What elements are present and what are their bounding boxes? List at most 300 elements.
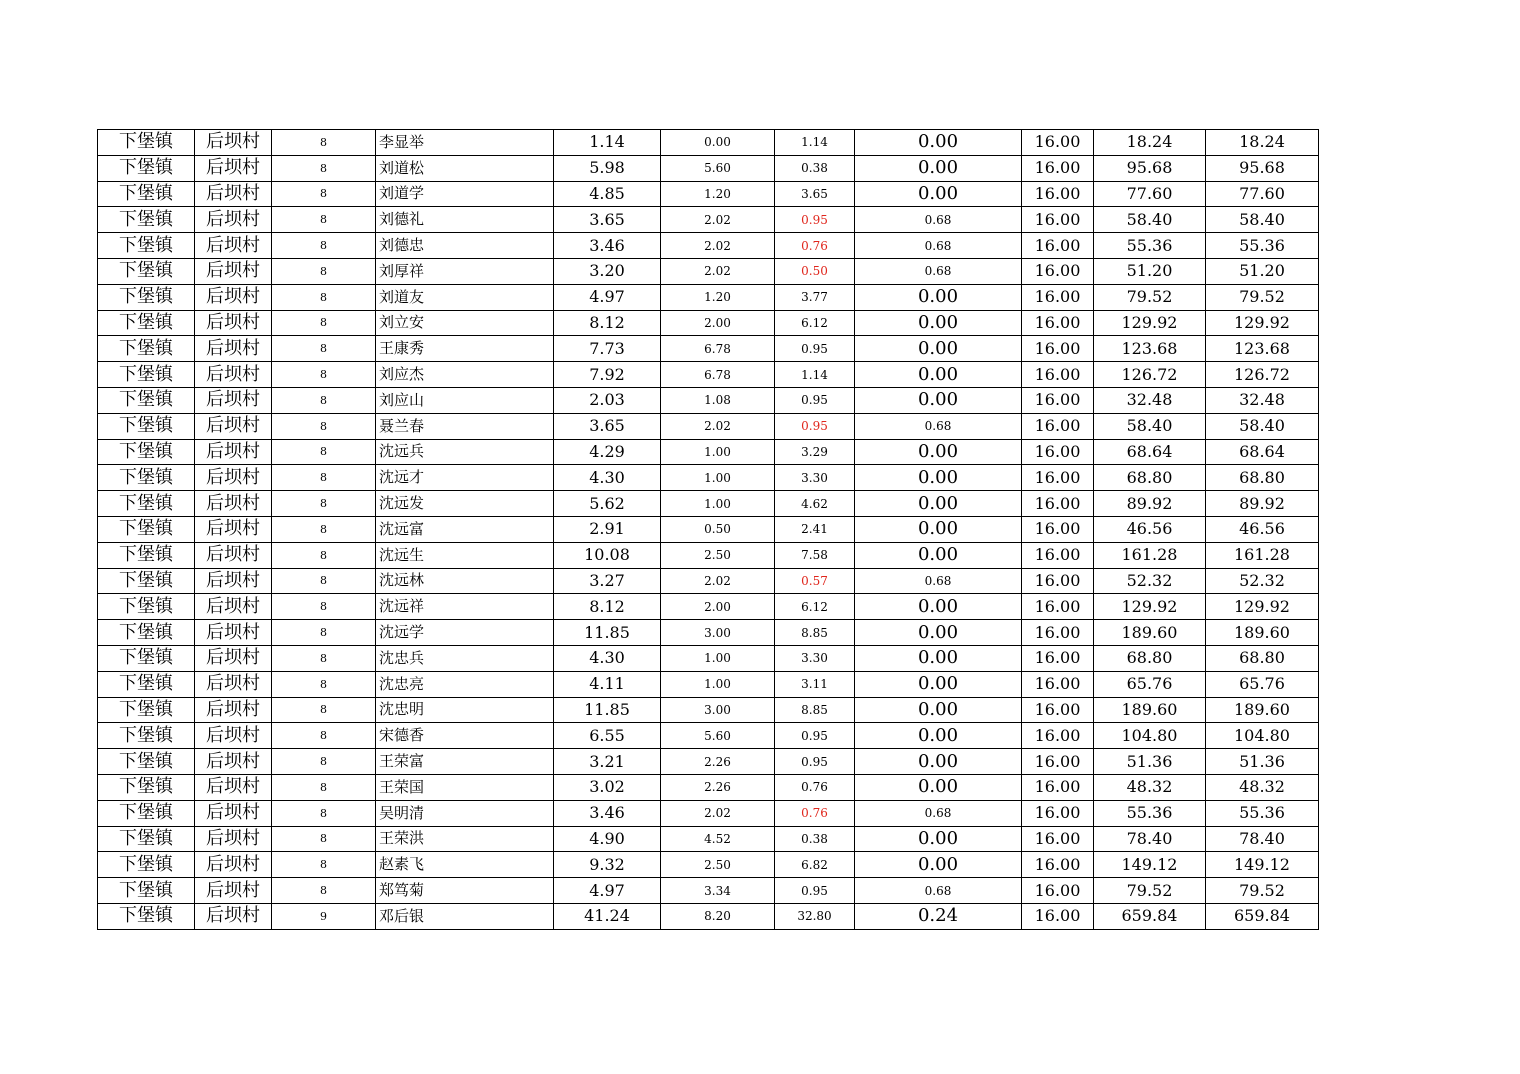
rate-cell: 16.00 bbox=[1022, 233, 1094, 259]
rate-cell: 16.00 bbox=[1022, 749, 1094, 775]
amount-cell: 104.80 bbox=[1094, 723, 1206, 749]
village-cell: 后坝村 bbox=[195, 749, 272, 775]
total-area-cell: 3.65 bbox=[554, 413, 661, 439]
amount-cell: 189.60 bbox=[1094, 697, 1206, 723]
total-area-cell: 7.92 bbox=[554, 362, 661, 388]
area-b-cell: 32.80 bbox=[775, 903, 855, 929]
group-cell: 8 bbox=[272, 130, 376, 156]
amount-total-cell: 78.40 bbox=[1206, 826, 1319, 852]
total-area-cell: 8.12 bbox=[554, 310, 661, 336]
table-row bbox=[98, 749, 1319, 775]
town-cell: 下堡镇 bbox=[98, 774, 195, 800]
area-c-cell: 0.68 bbox=[855, 207, 1022, 233]
name-cell: 刘道松 bbox=[376, 155, 554, 181]
town-cell: 下堡镇 bbox=[98, 516, 195, 542]
village-cell: 后坝村 bbox=[195, 568, 272, 594]
area-b-cell: 0.50 bbox=[775, 258, 855, 284]
rate-cell: 16.00 bbox=[1022, 852, 1094, 878]
name-cell: 王荣富 bbox=[376, 749, 554, 775]
town-cell: 下堡镇 bbox=[98, 878, 195, 904]
total-area-cell: 4.30 bbox=[554, 465, 661, 491]
village-cell: 后坝村 bbox=[195, 155, 272, 181]
area-c-cell: 0.00 bbox=[855, 594, 1022, 620]
rate-cell: 16.00 bbox=[1022, 774, 1094, 800]
amount-cell: 18.24 bbox=[1094, 130, 1206, 156]
group-cell: 8 bbox=[272, 723, 376, 749]
rate-cell: 16.00 bbox=[1022, 568, 1094, 594]
area-b-cell: 0.76 bbox=[775, 800, 855, 826]
amount-total-cell: 77.60 bbox=[1206, 181, 1319, 207]
area-a-cell: 5.60 bbox=[661, 155, 775, 181]
group-cell: 8 bbox=[272, 620, 376, 646]
area-a-cell: 1.20 bbox=[661, 181, 775, 207]
town-cell: 下堡镇 bbox=[98, 362, 195, 388]
table-row bbox=[98, 878, 1319, 904]
area-a-cell: 4.52 bbox=[661, 826, 775, 852]
area-c-cell: 0.00 bbox=[855, 697, 1022, 723]
amount-total-cell: 161.28 bbox=[1206, 542, 1319, 568]
area-b-cell: 3.30 bbox=[775, 465, 855, 491]
name-cell: 赵素飞 bbox=[376, 852, 554, 878]
area-c-cell: 0.00 bbox=[855, 130, 1022, 156]
rate-cell: 16.00 bbox=[1022, 878, 1094, 904]
area-b-cell: 0.95 bbox=[775, 413, 855, 439]
area-c-cell: 0.00 bbox=[855, 336, 1022, 362]
rate-cell: 16.00 bbox=[1022, 207, 1094, 233]
total-area-cell: 3.27 bbox=[554, 568, 661, 594]
amount-cell: 55.36 bbox=[1094, 233, 1206, 259]
area-b-cell: 6.12 bbox=[775, 594, 855, 620]
name-cell: 李显举 bbox=[376, 130, 554, 156]
rate-cell: 16.00 bbox=[1022, 155, 1094, 181]
table-row bbox=[98, 723, 1319, 749]
town-cell: 下堡镇 bbox=[98, 413, 195, 439]
town-cell: 下堡镇 bbox=[98, 723, 195, 749]
village-cell: 后坝村 bbox=[195, 181, 272, 207]
amount-cell: 51.20 bbox=[1094, 258, 1206, 284]
area-b-cell: 0.95 bbox=[775, 207, 855, 233]
amount-cell: 79.52 bbox=[1094, 284, 1206, 310]
town-cell: 下堡镇 bbox=[98, 749, 195, 775]
table-row bbox=[98, 826, 1319, 852]
table-row bbox=[98, 568, 1319, 594]
area-a-cell: 2.50 bbox=[661, 852, 775, 878]
area-a-cell: 3.00 bbox=[661, 697, 775, 723]
village-cell: 后坝村 bbox=[195, 207, 272, 233]
town-cell: 下堡镇 bbox=[98, 645, 195, 671]
area-c-cell: 0.00 bbox=[855, 439, 1022, 465]
village-cell: 后坝村 bbox=[195, 878, 272, 904]
area-a-cell: 2.02 bbox=[661, 568, 775, 594]
group-cell: 8 bbox=[272, 413, 376, 439]
amount-total-cell: 18.24 bbox=[1206, 130, 1319, 156]
amount-cell: 55.36 bbox=[1094, 800, 1206, 826]
area-c-cell: 0.00 bbox=[855, 749, 1022, 775]
group-cell: 8 bbox=[272, 336, 376, 362]
area-b-cell: 3.30 bbox=[775, 645, 855, 671]
area-b-cell: 2.41 bbox=[775, 516, 855, 542]
amount-total-cell: 79.52 bbox=[1206, 284, 1319, 310]
town-cell: 下堡镇 bbox=[98, 130, 195, 156]
table-row bbox=[98, 903, 1319, 929]
table-row bbox=[98, 542, 1319, 568]
village-cell: 后坝村 bbox=[195, 362, 272, 388]
village-cell: 后坝村 bbox=[195, 336, 272, 362]
rate-cell: 16.00 bbox=[1022, 645, 1094, 671]
table-row bbox=[98, 594, 1319, 620]
amount-total-cell: 58.40 bbox=[1206, 207, 1319, 233]
table-row bbox=[98, 620, 1319, 646]
table-row bbox=[98, 181, 1319, 207]
name-cell: 刘厚祥 bbox=[376, 258, 554, 284]
area-a-cell: 1.00 bbox=[661, 439, 775, 465]
total-area-cell: 4.30 bbox=[554, 645, 661, 671]
village-cell: 后坝村 bbox=[195, 800, 272, 826]
amount-cell: 95.68 bbox=[1094, 155, 1206, 181]
name-cell: 王荣国 bbox=[376, 774, 554, 800]
table-row bbox=[98, 800, 1319, 826]
village-cell: 后坝村 bbox=[195, 413, 272, 439]
name-cell: 刘道学 bbox=[376, 181, 554, 207]
town-cell: 下堡镇 bbox=[98, 233, 195, 259]
table-row bbox=[98, 284, 1319, 310]
town-cell: 下堡镇 bbox=[98, 258, 195, 284]
name-cell: 沈远富 bbox=[376, 516, 554, 542]
area-c-cell: 0.00 bbox=[855, 310, 1022, 336]
name-cell: 刘立安 bbox=[376, 310, 554, 336]
name-cell: 聂兰春 bbox=[376, 413, 554, 439]
area-c-cell: 0.00 bbox=[855, 465, 1022, 491]
area-c-cell: 0.00 bbox=[855, 491, 1022, 517]
amount-cell: 189.60 bbox=[1094, 620, 1206, 646]
area-a-cell: 2.50 bbox=[661, 542, 775, 568]
group-cell: 8 bbox=[272, 671, 376, 697]
table-row bbox=[98, 491, 1319, 517]
total-area-cell: 4.85 bbox=[554, 181, 661, 207]
name-cell: 刘德忠 bbox=[376, 233, 554, 259]
town-cell: 下堡镇 bbox=[98, 439, 195, 465]
area-b-cell: 1.14 bbox=[775, 130, 855, 156]
village-cell: 后坝村 bbox=[195, 258, 272, 284]
area-c-cell: 0.00 bbox=[855, 362, 1022, 388]
group-cell: 8 bbox=[272, 645, 376, 671]
total-area-cell: 1.14 bbox=[554, 130, 661, 156]
area-c-cell: 0.00 bbox=[855, 387, 1022, 413]
name-cell: 吴明清 bbox=[376, 800, 554, 826]
area-a-cell: 2.02 bbox=[661, 233, 775, 259]
rate-cell: 16.00 bbox=[1022, 465, 1094, 491]
data-table bbox=[97, 129, 1319, 930]
total-area-cell: 4.97 bbox=[554, 284, 661, 310]
total-area-cell: 11.85 bbox=[554, 620, 661, 646]
amount-total-cell: 189.60 bbox=[1206, 620, 1319, 646]
village-cell: 后坝村 bbox=[195, 284, 272, 310]
group-cell: 8 bbox=[272, 233, 376, 259]
rate-cell: 16.00 bbox=[1022, 258, 1094, 284]
area-a-cell: 2.00 bbox=[661, 310, 775, 336]
table-row bbox=[98, 310, 1319, 336]
area-b-cell: 1.14 bbox=[775, 362, 855, 388]
total-area-cell: 9.32 bbox=[554, 852, 661, 878]
group-cell: 8 bbox=[272, 310, 376, 336]
amount-total-cell: 58.40 bbox=[1206, 413, 1319, 439]
area-c-cell: 0.00 bbox=[855, 516, 1022, 542]
town-cell: 下堡镇 bbox=[98, 594, 195, 620]
table-row bbox=[98, 413, 1319, 439]
rate-cell: 16.00 bbox=[1022, 542, 1094, 568]
total-area-cell: 3.20 bbox=[554, 258, 661, 284]
rate-cell: 16.00 bbox=[1022, 697, 1094, 723]
table-row bbox=[98, 465, 1319, 491]
area-a-cell: 2.00 bbox=[661, 594, 775, 620]
town-cell: 下堡镇 bbox=[98, 491, 195, 517]
rate-cell: 16.00 bbox=[1022, 516, 1094, 542]
group-cell: 8 bbox=[272, 284, 376, 310]
name-cell: 邓后银 bbox=[376, 903, 554, 929]
group-cell: 8 bbox=[272, 568, 376, 594]
rate-cell: 16.00 bbox=[1022, 491, 1094, 517]
table-row bbox=[98, 439, 1319, 465]
table-row bbox=[98, 852, 1319, 878]
area-b-cell: 3.11 bbox=[775, 671, 855, 697]
town-cell: 下堡镇 bbox=[98, 310, 195, 336]
town-cell: 下堡镇 bbox=[98, 387, 195, 413]
amount-cell: 48.32 bbox=[1094, 774, 1206, 800]
name-cell: 沈远才 bbox=[376, 465, 554, 491]
town-cell: 下堡镇 bbox=[98, 207, 195, 233]
rate-cell: 16.00 bbox=[1022, 336, 1094, 362]
area-c-cell: 0.00 bbox=[855, 826, 1022, 852]
total-area-cell: 3.02 bbox=[554, 774, 661, 800]
amount-total-cell: 129.92 bbox=[1206, 594, 1319, 620]
amount-cell: 126.72 bbox=[1094, 362, 1206, 388]
name-cell: 沈远林 bbox=[376, 568, 554, 594]
name-cell: 沈远祥 bbox=[376, 594, 554, 620]
amount-cell: 68.64 bbox=[1094, 439, 1206, 465]
area-a-cell: 6.78 bbox=[661, 336, 775, 362]
area-c-cell: 0.00 bbox=[855, 723, 1022, 749]
town-cell: 下堡镇 bbox=[98, 826, 195, 852]
amount-cell: 68.80 bbox=[1094, 645, 1206, 671]
name-cell: 刘道友 bbox=[376, 284, 554, 310]
town-cell: 下堡镇 bbox=[98, 542, 195, 568]
area-b-cell: 4.62 bbox=[775, 491, 855, 517]
total-area-cell: 4.97 bbox=[554, 878, 661, 904]
village-cell: 后坝村 bbox=[195, 620, 272, 646]
table-row bbox=[98, 645, 1319, 671]
amount-cell: 46.56 bbox=[1094, 516, 1206, 542]
area-b-cell: 0.95 bbox=[775, 878, 855, 904]
area-a-cell: 1.00 bbox=[661, 671, 775, 697]
name-cell: 宋德香 bbox=[376, 723, 554, 749]
area-a-cell: 1.00 bbox=[661, 645, 775, 671]
amount-total-cell: 104.80 bbox=[1206, 723, 1319, 749]
area-a-cell: 2.26 bbox=[661, 774, 775, 800]
amount-cell: 79.52 bbox=[1094, 878, 1206, 904]
area-a-cell: 1.08 bbox=[661, 387, 775, 413]
area-b-cell: 0.95 bbox=[775, 749, 855, 775]
total-area-cell: 5.62 bbox=[554, 491, 661, 517]
table-row bbox=[98, 774, 1319, 800]
group-cell: 8 bbox=[272, 878, 376, 904]
name-cell: 沈远兵 bbox=[376, 439, 554, 465]
group-cell: 9 bbox=[272, 903, 376, 929]
village-cell: 后坝村 bbox=[195, 439, 272, 465]
amount-total-cell: 659.84 bbox=[1206, 903, 1319, 929]
total-area-cell: 3.46 bbox=[554, 233, 661, 259]
amount-cell: 58.40 bbox=[1094, 207, 1206, 233]
area-a-cell: 3.34 bbox=[661, 878, 775, 904]
area-b-cell: 3.77 bbox=[775, 284, 855, 310]
area-c-cell: 0.68 bbox=[855, 258, 1022, 284]
total-area-cell: 3.65 bbox=[554, 207, 661, 233]
total-area-cell: 6.55 bbox=[554, 723, 661, 749]
area-b-cell: 0.76 bbox=[775, 233, 855, 259]
amount-total-cell: 68.80 bbox=[1206, 465, 1319, 491]
amount-total-cell: 55.36 bbox=[1206, 800, 1319, 826]
rate-cell: 16.00 bbox=[1022, 362, 1094, 388]
area-a-cell: 6.78 bbox=[661, 362, 775, 388]
group-cell: 8 bbox=[272, 465, 376, 491]
area-b-cell: 8.85 bbox=[775, 620, 855, 646]
total-area-cell: 10.08 bbox=[554, 542, 661, 568]
amount-cell: 149.12 bbox=[1094, 852, 1206, 878]
name-cell: 郑笃菊 bbox=[376, 878, 554, 904]
village-cell: 后坝村 bbox=[195, 903, 272, 929]
amount-cell: 129.92 bbox=[1094, 310, 1206, 336]
village-cell: 后坝村 bbox=[195, 516, 272, 542]
area-a-cell: 2.02 bbox=[661, 800, 775, 826]
amount-total-cell: 189.60 bbox=[1206, 697, 1319, 723]
group-cell: 8 bbox=[272, 491, 376, 517]
area-c-cell: 0.00 bbox=[855, 671, 1022, 697]
amount-total-cell: 51.20 bbox=[1206, 258, 1319, 284]
amount-cell: 65.76 bbox=[1094, 671, 1206, 697]
amount-total-cell: 46.56 bbox=[1206, 516, 1319, 542]
town-cell: 下堡镇 bbox=[98, 697, 195, 723]
group-cell: 8 bbox=[272, 826, 376, 852]
amount-total-cell: 123.68 bbox=[1206, 336, 1319, 362]
name-cell: 沈远发 bbox=[376, 491, 554, 517]
area-a-cell: 2.26 bbox=[661, 749, 775, 775]
total-area-cell: 4.29 bbox=[554, 439, 661, 465]
village-cell: 后坝村 bbox=[195, 774, 272, 800]
area-a-cell: 8.20 bbox=[661, 903, 775, 929]
group-cell: 8 bbox=[272, 362, 376, 388]
village-cell: 后坝村 bbox=[195, 723, 272, 749]
name-cell: 沈远生 bbox=[376, 542, 554, 568]
area-a-cell: 0.00 bbox=[661, 130, 775, 156]
area-a-cell: 0.50 bbox=[661, 516, 775, 542]
total-area-cell: 41.24 bbox=[554, 903, 661, 929]
area-c-cell: 0.68 bbox=[855, 568, 1022, 594]
group-cell: 8 bbox=[272, 697, 376, 723]
amount-total-cell: 79.52 bbox=[1206, 878, 1319, 904]
table-row bbox=[98, 697, 1319, 723]
village-cell: 后坝村 bbox=[195, 130, 272, 156]
town-cell: 下堡镇 bbox=[98, 852, 195, 878]
name-cell: 刘应杰 bbox=[376, 362, 554, 388]
group-cell: 8 bbox=[272, 155, 376, 181]
table-row bbox=[98, 258, 1319, 284]
amount-total-cell: 149.12 bbox=[1206, 852, 1319, 878]
rate-cell: 16.00 bbox=[1022, 903, 1094, 929]
village-cell: 后坝村 bbox=[195, 645, 272, 671]
village-cell: 后坝村 bbox=[195, 465, 272, 491]
rate-cell: 16.00 bbox=[1022, 800, 1094, 826]
amount-total-cell: 126.72 bbox=[1206, 362, 1319, 388]
village-cell: 后坝村 bbox=[195, 310, 272, 336]
name-cell: 沈远学 bbox=[376, 620, 554, 646]
area-c-cell: 0.00 bbox=[855, 155, 1022, 181]
town-cell: 下堡镇 bbox=[98, 284, 195, 310]
total-area-cell: 2.03 bbox=[554, 387, 661, 413]
table-row bbox=[98, 207, 1319, 233]
rate-cell: 16.00 bbox=[1022, 181, 1094, 207]
name-cell: 刘德礼 bbox=[376, 207, 554, 233]
total-area-cell: 2.91 bbox=[554, 516, 661, 542]
group-cell: 8 bbox=[272, 852, 376, 878]
rate-cell: 16.00 bbox=[1022, 284, 1094, 310]
group-cell: 8 bbox=[272, 542, 376, 568]
area-c-cell: 0.00 bbox=[855, 542, 1022, 568]
town-cell: 下堡镇 bbox=[98, 336, 195, 362]
total-area-cell: 4.11 bbox=[554, 671, 661, 697]
village-cell: 后坝村 bbox=[195, 542, 272, 568]
name-cell: 王康秀 bbox=[376, 336, 554, 362]
rate-cell: 16.00 bbox=[1022, 310, 1094, 336]
area-b-cell: 3.29 bbox=[775, 439, 855, 465]
town-cell: 下堡镇 bbox=[98, 620, 195, 646]
area-a-cell: 2.02 bbox=[661, 258, 775, 284]
amount-cell: 52.32 bbox=[1094, 568, 1206, 594]
group-cell: 8 bbox=[272, 800, 376, 826]
group-cell: 8 bbox=[272, 594, 376, 620]
table-row bbox=[98, 671, 1319, 697]
area-c-cell: 0.68 bbox=[855, 413, 1022, 439]
town-cell: 下堡镇 bbox=[98, 671, 195, 697]
amount-cell: 659.84 bbox=[1094, 903, 1206, 929]
amount-cell: 161.28 bbox=[1094, 542, 1206, 568]
amount-cell: 89.92 bbox=[1094, 491, 1206, 517]
area-c-cell: 0.00 bbox=[855, 181, 1022, 207]
name-cell: 沈忠兵 bbox=[376, 645, 554, 671]
village-cell: 后坝村 bbox=[195, 852, 272, 878]
name-cell: 沈忠亮 bbox=[376, 671, 554, 697]
group-cell: 8 bbox=[272, 207, 376, 233]
amount-total-cell: 68.80 bbox=[1206, 645, 1319, 671]
total-area-cell: 4.90 bbox=[554, 826, 661, 852]
area-b-cell: 7.58 bbox=[775, 542, 855, 568]
town-cell: 下堡镇 bbox=[98, 903, 195, 929]
area-c-cell: 0.00 bbox=[855, 852, 1022, 878]
area-a-cell: 1.00 bbox=[661, 491, 775, 517]
area-b-cell: 6.12 bbox=[775, 310, 855, 336]
rate-cell: 16.00 bbox=[1022, 594, 1094, 620]
total-area-cell: 5.98 bbox=[554, 155, 661, 181]
area-a-cell: 2.02 bbox=[661, 207, 775, 233]
amount-cell: 68.80 bbox=[1094, 465, 1206, 491]
area-b-cell: 0.57 bbox=[775, 568, 855, 594]
rate-cell: 16.00 bbox=[1022, 387, 1094, 413]
group-cell: 8 bbox=[272, 258, 376, 284]
area-b-cell: 0.38 bbox=[775, 826, 855, 852]
town-cell: 下堡镇 bbox=[98, 465, 195, 491]
amount-total-cell: 89.92 bbox=[1206, 491, 1319, 517]
amount-cell: 77.60 bbox=[1094, 181, 1206, 207]
area-b-cell: 8.85 bbox=[775, 697, 855, 723]
rate-cell: 16.00 bbox=[1022, 130, 1094, 156]
